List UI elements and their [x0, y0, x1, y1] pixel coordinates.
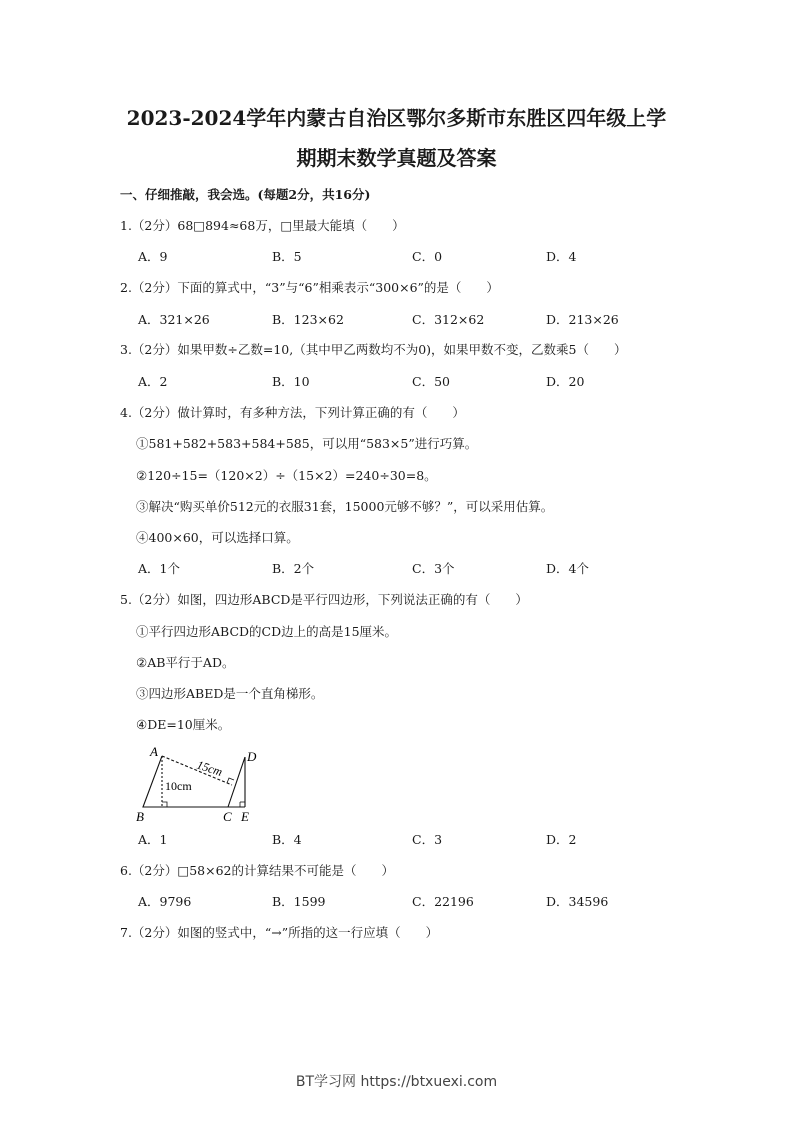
q3-option-c: C．50 [412, 374, 450, 389]
question-7: 7.（2分）如图的竖式中，“→”所指的这一行应填（ ） [120, 925, 439, 940]
label-d: D [247, 749, 257, 764]
question-1: 1.（2分）68□894≈68万，□里最大能填（ ） [120, 218, 405, 233]
footer-watermark: BT学习网 https://btxuexi.com [295, 1074, 498, 1090]
q4-option-a: A．1个 [138, 561, 180, 576]
question-6: 6.（2分）□58×62的计算结果不可能是（ ） [120, 863, 394, 878]
doc-title-line2: 期期末数学真题及答案 [296, 146, 497, 170]
q4-option-b: B．2个 [272, 561, 315, 576]
right-angle-mark [227, 778, 234, 783]
label-e: E [241, 809, 249, 824]
doc-title-line1: 2023-2024学年内蒙古自治区鄂尔多斯市东胜区四年级上学 [126, 106, 667, 130]
q6-option-b: B．1599 [272, 894, 326, 909]
q5-option-c: C．3 [412, 832, 443, 847]
q2-option-c: C．312×62 [412, 312, 485, 327]
label-c: C [223, 809, 232, 824]
question-4: 4.（2分）做计算时，有多种方法，下列计算正确的有（ ） [120, 405, 465, 420]
q2-option-b: B．123×62 [272, 312, 344, 327]
q1-option-a: A．9 [138, 249, 168, 264]
q4-item-1: ①581+582+583+584+585，可以用“583×5”进行巧算。 [136, 436, 478, 451]
q4-option-c: C．3个 [412, 561, 455, 576]
q5-option-a: A．1 [138, 832, 168, 847]
q6-option-d: D．34596 [546, 894, 609, 909]
q3-option-b: B．10 [272, 374, 310, 389]
label-15cm: 15cm [195, 757, 225, 779]
q5-item-1: ①平行四边形ABCD的CD边上的高是15厘米。 [136, 624, 398, 639]
right-angle-mark [162, 802, 167, 807]
parallelogram-figure [130, 740, 270, 825]
q4-item-4: ④400×60，可以选择口算。 [136, 530, 299, 545]
q4-item-3: ③解决“购买单价512元的衣服31套，15000元够不够？”，可以采用估算。 [136, 499, 554, 514]
question-3: 3.（2分）如果甲数÷乙数=10,（其中甲乙两数均不为0)，如果甲数不变，乙数乘5（ ） [120, 342, 627, 357]
q1-option-b: B．5 [272, 249, 302, 264]
q5-item-3: ③四边形ABED是一个直角梯形。 [136, 686, 324, 701]
q6-option-a: A．9796 [138, 894, 192, 909]
question-2: 2.（2分）下面的算式中，“3”与“6”相乘表示“300×6”的是（ ） [120, 280, 499, 295]
parallelogram-edges [143, 756, 245, 807]
question-5: 5.（2分）如图，四边形ABCD是平行四边形，下列说法正确的有（ ） [120, 592, 528, 607]
q2-option-d: D．213×26 [546, 312, 619, 327]
q1-option-c: C．0 [412, 249, 443, 264]
label-b: B [136, 809, 144, 824]
q6-option-c: C．22196 [412, 894, 474, 909]
q4-item-2: ②120÷15=（120×2）÷（15×2）=240÷30=8。 [136, 468, 437, 483]
q2-option-a: A．321×26 [138, 312, 210, 327]
q5-option-d: D．2 [546, 832, 577, 847]
q1-option-d: D．4 [546, 249, 577, 264]
q5-item-2: ②AB平行于AD。 [136, 655, 235, 670]
label-a: A [150, 744, 158, 759]
q5-item-4: ④DE=10厘米。 [136, 717, 231, 732]
label-10cm: 10cm [165, 779, 192, 793]
q5-option-b: B．4 [272, 832, 302, 847]
section-heading: 一、仔细推敲，我会选。(每题2分，共16分) [120, 187, 371, 202]
q4-option-d: D．4个 [546, 561, 589, 576]
q3-option-a: A．2 [138, 374, 168, 389]
q3-option-d: D．20 [546, 374, 585, 389]
